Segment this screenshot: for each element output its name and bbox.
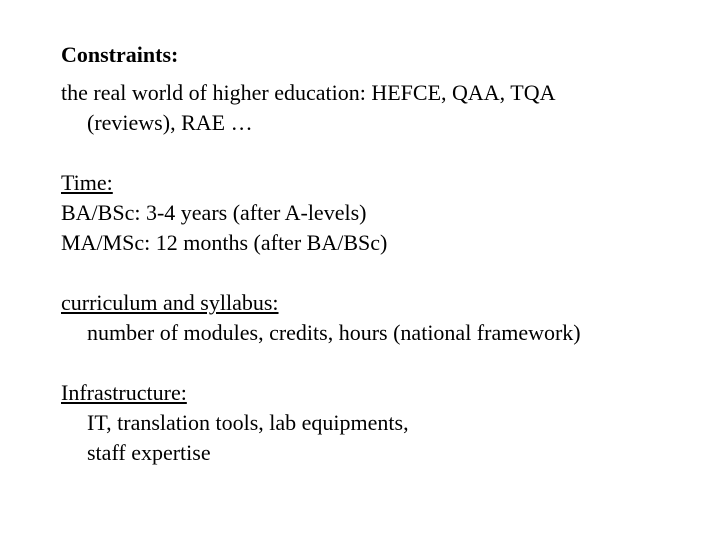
context-line-1: the real world of higher education: HEFCE, QAA, TQA (61, 80, 556, 105)
curriculum-heading: curriculum and syllabus: (61, 290, 279, 315)
time-line-2: MA/MSc: 12 months (after BA/BSc) (61, 230, 388, 255)
curriculum-block (61, 288, 701, 348)
context-block (61, 78, 701, 138)
slide-content (61, 40, 701, 468)
spacer (61, 348, 701, 378)
infrastructure-block (61, 378, 701, 468)
spacer (61, 258, 701, 288)
spacer (61, 138, 701, 168)
infrastructure-heading: Infrastructure: (61, 380, 187, 405)
time-block (61, 168, 701, 258)
infrastructure-line-2: staff expertise (87, 440, 211, 465)
infrastructure-line-1: IT, translation tools, lab equipments, (87, 410, 409, 435)
time-heading: Time: (61, 170, 113, 195)
slide-title: Constraints: (61, 42, 179, 67)
curriculum-line-1: number of modules, credits, hours (national framework) (87, 320, 581, 345)
time-line-1: BA/BSc: 3-4 years (after A-levels) (61, 200, 367, 225)
context-line-2: (reviews), RAE … (87, 110, 253, 135)
